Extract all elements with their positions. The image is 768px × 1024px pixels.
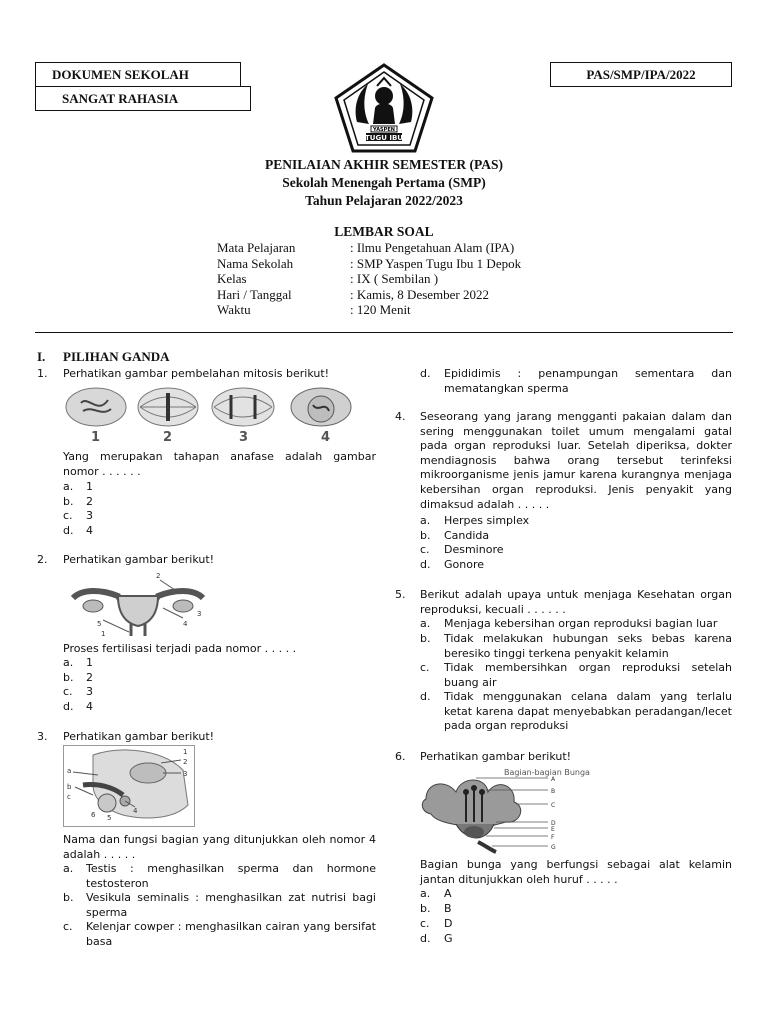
flower-label-f: F xyxy=(551,834,555,841)
q5-option-b-letter: b. xyxy=(420,632,431,645)
q3-fig-label-4: 4 xyxy=(133,807,138,815)
q5-option-d-letter: d. xyxy=(420,690,431,703)
q3-option-b-letter: b. xyxy=(63,891,74,904)
q6-question: Bagian bunga yang berfungsi sebagai alat kelamin jantan ditunjukkan oleh huruf . . . . . xyxy=(420,858,732,886)
flower-label-g: G xyxy=(551,844,556,851)
q5-text: Berikut adalah upaya untuk menjaga Kesehatan organ reproduksi, kecuali . . . . . . xyxy=(420,588,732,616)
q3-fig-label-c: c xyxy=(67,793,71,801)
meta-time-label: Waktu xyxy=(217,302,251,317)
meta-class-label: Kelas xyxy=(217,271,247,286)
q4-option-b: Candida xyxy=(444,529,490,542)
q1-option-d-letter: d. xyxy=(63,524,74,537)
q2-option-b-letter: b. xyxy=(63,671,74,684)
mitosis-label-3: 3 xyxy=(239,430,249,445)
doc-code-text: PAS/SMP/IPA/2022 xyxy=(586,66,696,82)
flower-label-e: E xyxy=(551,826,555,833)
q5-option-b: Tidak melakukan hubungan seks bebas karena beresiko tinggi terkena penyakit kelamin xyxy=(444,632,732,660)
mitosis-label-2: 2 xyxy=(163,430,173,445)
doc-code-box xyxy=(550,62,732,87)
q1-option-c-letter: c. xyxy=(63,509,73,522)
meta-date-value: : Kamis, 8 Desember 2022 xyxy=(350,287,490,302)
q2-option-a-letter: a. xyxy=(63,656,74,669)
q3-option-c-letter: c. xyxy=(63,920,73,933)
q5-option-a-letter: a. xyxy=(420,617,431,630)
q3-option-d: Epididimis : penampungan sementara dan mematangkan sperma xyxy=(444,367,732,395)
flower-label-c: C xyxy=(551,802,556,809)
q5-option-a: Menjaga kebersihan organ reproduksi bagian luar xyxy=(444,617,718,630)
school-logo xyxy=(333,62,435,154)
mitosis-figure xyxy=(63,385,353,445)
q2-option-c: 3 xyxy=(86,685,93,698)
q3-fig-label-b: b xyxy=(67,783,72,791)
q4-option-a-letter: a. xyxy=(420,514,431,527)
q6-option-a-letter: a. xyxy=(420,887,431,900)
doc-box-secret-text: SANGAT RAHASIA xyxy=(62,90,179,106)
q3-fig-label-6: 6 xyxy=(91,811,96,819)
school-level: Sekolah Menengah Pertama (SMP) xyxy=(282,175,486,190)
meta-class-value: : IX ( Sembilan ) xyxy=(350,271,439,286)
q3-option-c: Kelenjar cowper : menghasilkan cairan yang bersifat basa xyxy=(86,920,376,948)
meta-subject-label: Mata Pelajaran xyxy=(217,240,296,255)
q1-option-a: 1 xyxy=(86,480,93,493)
q4-number: 4. xyxy=(395,410,406,423)
q1-option-d: 4 xyxy=(86,524,93,537)
q3-option-d-letter: d. xyxy=(420,367,431,380)
q2-number: 2. xyxy=(37,553,48,566)
q4-option-d: Gonore xyxy=(444,558,485,571)
q6-option-d: G xyxy=(444,932,453,945)
header-divider xyxy=(35,332,733,333)
meta-school-label: Nama Sekolah xyxy=(217,256,294,271)
q6-text: Perhatikan gambar berikut! xyxy=(420,750,572,763)
q1-option-a-letter: a. xyxy=(63,480,74,493)
q3-fig-label-5: 5 xyxy=(107,814,112,822)
doc-box-school xyxy=(35,62,241,87)
q1-option-b: 2 xyxy=(86,495,93,508)
q2-option-b: 2 xyxy=(86,671,93,684)
q3-fig-label-1: 1 xyxy=(183,748,188,756)
q3-option-a-letter: a. xyxy=(63,862,74,875)
flower-label-b: B xyxy=(551,788,556,795)
q3-fig-label-a: a xyxy=(67,767,72,775)
q2-fig-label-2: 2 xyxy=(156,572,161,580)
q6-option-d-letter: d. xyxy=(420,932,431,945)
q1-question: Yang merupakan tahapan anafase adalah gambar nomor . . . . . . xyxy=(63,450,376,478)
academic-year: Tahun Pelajaran 2022/2023 xyxy=(305,193,463,208)
q2-option-d-letter: d. xyxy=(63,700,74,713)
q4-option-c: Desminore xyxy=(444,543,504,556)
q4-text: Seseorang yang jarang mengganti pakaian dalam dan sering menggunakan toilet umum mengalami gatal pada organ reproduksi luar. Setelah diperiksa, dokter mendiagnosis bahwa orang tersebut terinfeksi mikroorganisme jenis jamur karena kurangnya menjaga kebersihan organ reproduksi. Jenis penyakit yang dimaksud adalah . . . . . xyxy=(420,410,732,511)
q2-fig-label-1: 1 xyxy=(101,630,106,638)
q3-text: Perhatikan gambar berikut! xyxy=(63,730,215,743)
mitosis-label-1: 1 xyxy=(91,430,101,445)
q2-option-a: 1 xyxy=(86,656,93,669)
q6-option-c: D xyxy=(444,917,453,930)
logo-text-bottom: TUGU IBU xyxy=(365,134,403,142)
meta-subject-value: : Ilmu Pengetahuan Alam (IPA) xyxy=(350,240,515,255)
flower-label-a: A xyxy=(551,776,556,783)
q2-text: Perhatikan gambar berikut! xyxy=(63,553,215,566)
q4-option-c-letter: c. xyxy=(420,543,430,556)
meta-date-label: Hari / Tanggal xyxy=(217,287,292,302)
q4-option-d-letter: d. xyxy=(420,558,431,571)
q3-question: Nama dan fungsi bagian yang ditunjukkan oleh nomor 4 adalah . . . . . xyxy=(63,833,376,861)
logo-text-top: YASPEN xyxy=(373,127,395,133)
q6-option-b-letter: b. xyxy=(420,902,431,915)
male-reproductive-figure xyxy=(63,745,195,827)
q5-option-d: Tidak menggunakan celana dalam yang terlalu ketat karena dapat menyebabkan peradangan/lecet pada organ reproduksi xyxy=(444,690,732,733)
sheet-title: LEMBAR SOAL xyxy=(334,224,434,239)
q2-option-d: 4 xyxy=(86,700,93,713)
q4-option-a: Herpes simplex xyxy=(444,514,530,527)
q6-option-c-letter: c. xyxy=(420,917,430,930)
q1-number: 1. xyxy=(37,367,48,380)
q2-option-c-letter: c. xyxy=(63,685,73,698)
meta-school-value: : SMP Yaspen Tugu Ibu 1 Depok xyxy=(350,256,522,271)
q3-number: 3. xyxy=(37,730,48,743)
flower-figure xyxy=(416,764,590,854)
q2-fig-label-4: 4 xyxy=(183,620,188,628)
doc-box-secret xyxy=(35,86,251,111)
q1-text: Perhatikan gambar pembelahan mitosis berikut! xyxy=(63,367,330,380)
flower-figure-title: Bagian-bagian Bunga xyxy=(504,768,590,777)
q1-option-c: 3 xyxy=(86,509,93,522)
q3-fig-label-2: 2 xyxy=(183,758,188,766)
q1-option-b-letter: b. xyxy=(63,495,74,508)
q4-option-b-letter: b. xyxy=(420,529,431,542)
section-title: PILIHAN GANDA xyxy=(63,349,170,364)
q6-option-b: B xyxy=(444,902,452,915)
doc-box-school-text: DOKUMEN SEKOLAH xyxy=(52,66,189,82)
flower-label-d: D xyxy=(551,820,556,827)
q3-option-b: Vesikula seminalis : menghasilkan zat nutrisi bagi sperma xyxy=(86,891,376,919)
q6-option-a: A xyxy=(444,887,452,900)
mitosis-label-4: 4 xyxy=(321,430,331,445)
female-reproductive-figure xyxy=(63,568,213,638)
q5-option-c-letter: c. xyxy=(420,661,430,674)
q5-option-c: Tidak membersihkan organ reproduksi setelah buang air xyxy=(444,661,732,689)
q5-number: 5. xyxy=(395,588,406,601)
q6-number: 6. xyxy=(395,750,406,763)
section-number: I. xyxy=(37,349,46,364)
q2-question: Proses fertilisasi terjadi pada nomor . . . . . xyxy=(63,642,297,655)
exam-title: PENILAIAN AKHIR SEMESTER (PAS) xyxy=(265,157,503,172)
q2-fig-label-3: 3 xyxy=(197,610,202,618)
meta-time-value: : 120 Menit xyxy=(350,302,411,317)
q3-fig-label-3: 3 xyxy=(183,770,188,778)
q2-fig-label-5: 5 xyxy=(97,620,102,628)
q3-option-a: Testis : menghasilkan sperma dan hormone testosteron xyxy=(86,862,376,890)
